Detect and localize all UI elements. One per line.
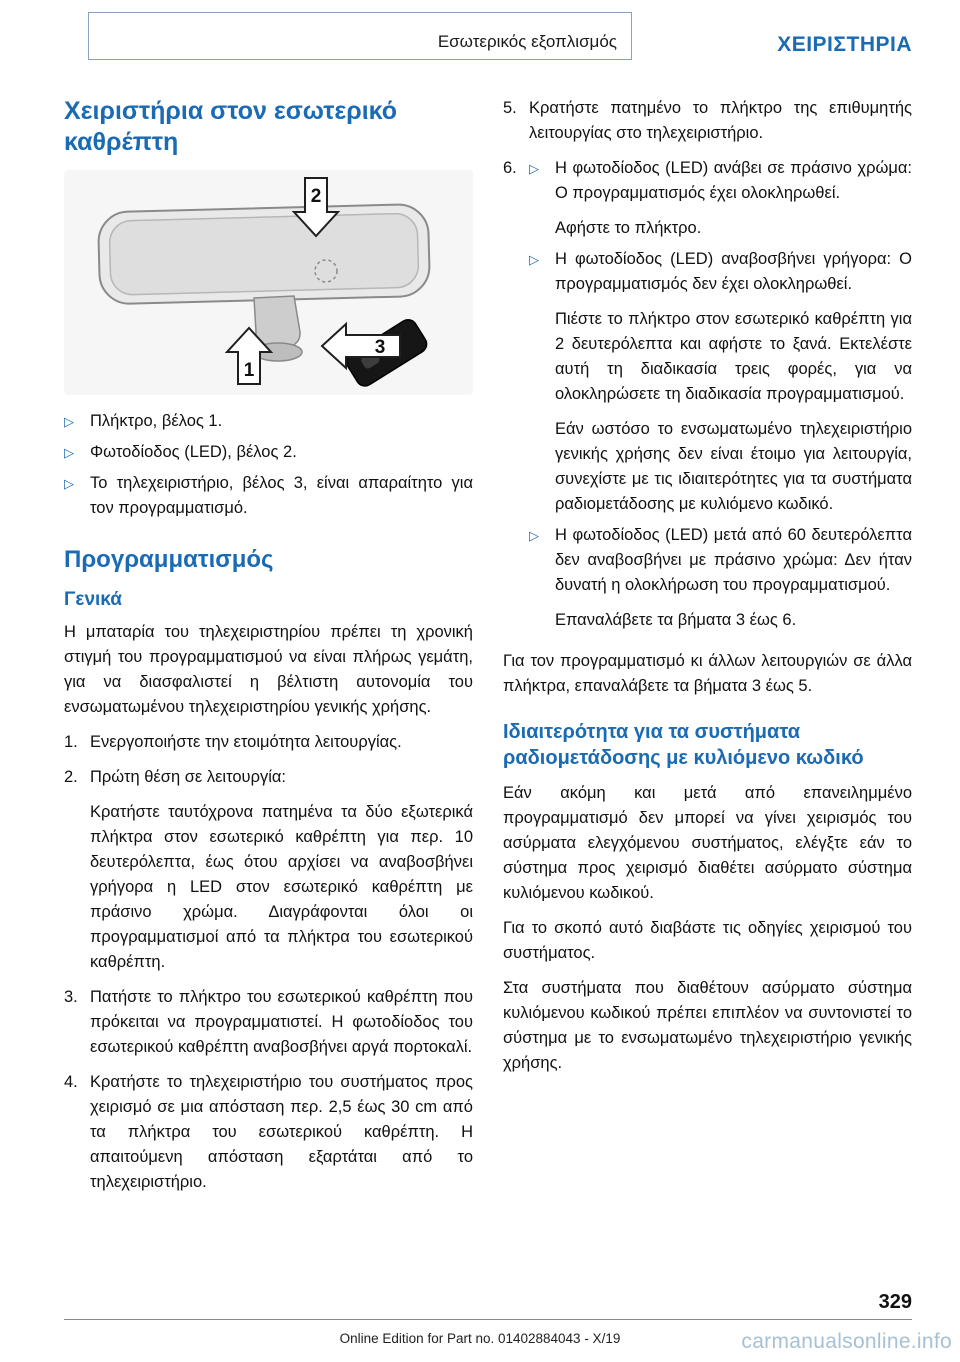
- triangle-bullet-icon: ▷: [529, 252, 539, 267]
- triangle-bullet-icon: ▷: [64, 414, 74, 429]
- paragraph: Εάν ακόμη και μετά από επανειλημμένο προγραμματισμό δεν μπορεί να γίνει χειρισμός του ασύρματα ελεγχόμενου συστήματος, ελέγξτε εάν το σύστημα προς χειρισμό διαθέτει ασύρματο σύστημα κυλιόμενου κωδικού.: [503, 784, 912, 902]
- step-number: 3.: [64, 988, 78, 1006]
- step-number: 2.: [64, 768, 78, 786]
- mirror-illustration: [64, 170, 473, 395]
- result-case-text: Η φωτοδίοδος (LED) αναβοσβήνει γρήγορα: Ο προγραμματισμός δεν έχει ολοκληρωθεί.: [555, 250, 912, 293]
- triangle-bullet-icon: ▷: [529, 528, 539, 543]
- figure-label-3: 3: [374, 337, 386, 358]
- step-paragraph: Πατήστε το πλήκτρο του εσωτερικού καθρέπτη που πρόκειται να προγραμματιστεί. Η φωτοδίοδος του εσωτερικού καθρέπτη αναβοσβήνει αργά πορτοκαλί.: [90, 988, 473, 1056]
- result-case-blinking: [529, 247, 912, 517]
- result-case-text: Η φωτοδίοδος (LED) ανάβει σε πράσινο χρώμα: Ο προγραμματισμός έχει ολοκληρωθεί.: [555, 159, 912, 202]
- triangle-bullet-icon: ▷: [64, 445, 74, 460]
- step-body: [529, 96, 912, 146]
- step-number: 4.: [64, 1073, 78, 1091]
- step-number: 5.: [503, 99, 517, 117]
- step-body: [529, 156, 912, 639]
- step-paragraph: Κρατήστε το τηλεχειριστήριο του συστήματος προς χειρισμό σε μια απόσταση περ. 2,5 έως 30 cm από τα πλήκτρα του εσωτερικού καθρέπτη. Η απαιτούμενη απόσταση εξαρτάται από το τηλεχειριστήριο.: [90, 1073, 473, 1191]
- section-title-programming: Προγραμματισμός: [64, 546, 274, 573]
- intro-paragraph: Η μπαταρία του τηλεχειριστηρίου πρέπει τη χρονική στιγμή του προγραμματισμού να είναι πλήρως γεμάτη, για να διασφαλιστεί η βέλτιστη αυτονομία του ενσωματωμένου τηλεχειριστηρίου γενικής χρήσης.: [64, 623, 473, 716]
- watermark[interactable]: carmanualsonline.info: [741, 1330, 952, 1353]
- page-title: Χειριστήρια στον εσωτερικό καθρέπτη: [64, 97, 398, 156]
- result-case-followup: Αφήστε το πλήκτρο.: [555, 219, 702, 237]
- step-paragraph: Κρατήστε ταυτόχρονα πατημένα τα δύο εξωτερικά πλήκτρα στον εσωτερικό καθρέπτη για περ. 10 δευτερόλεπτα, έως ότου αρχίσει να αναβοσβήνει γρήγορα η LED στον εσωτερικό καθρέπτη με πράσινο χρώμα. Διαγράφονται όλοι οι προγραμματισμοί από τα πλήκτρα του εσωτερικού καθρέπτη.: [90, 803, 473, 971]
- legend-item: [64, 409, 473, 434]
- step-4: [64, 1070, 473, 1195]
- mirror-figure: [64, 170, 473, 395]
- triangle-bullet-icon: ▷: [529, 161, 539, 176]
- mirror-body: [98, 204, 430, 305]
- step-body: [90, 765, 473, 975]
- step-5: [503, 96, 912, 146]
- step-paragraph: Κρατήστε πατημένο το πλήκτρο της επιθυμητής λειτουργίας στο τηλεχειριστήριο.: [529, 99, 912, 142]
- result-case-text: Η φωτοδίοδος (LED) μετά από 60 δευτερόλεπτα δεν αναβοσβήνει με πράσινο χρώμα: Δεν ήταν δυνατή η ολοκλήρωση του προγραμματισμού.: [555, 526, 912, 594]
- step-body: [90, 1070, 473, 1195]
- steps-list: [64, 730, 473, 1195]
- legend-item-text: Πλήκτρο, βέλος 1.: [90, 412, 223, 430]
- result-case-followup: Πιέστε το πλήκτρο στον εσωτερικό καθρέπτη για 2 δευτερόλεπτα και αφήστε το ξανά. Εκτελέστε αυτή τη διαδικασία τρεις φορές, για να ολοκληρώσετε τη διαδικασία προγραμματισμού.: [555, 310, 912, 403]
- legend-item-text: Φωτοδίοδος (LED), βέλος 2.: [90, 443, 297, 461]
- result-case-body: [555, 156, 912, 241]
- steps-list-continued: [503, 96, 912, 639]
- paragraph: Για το σκοπό αυτό διαβάστε τις οδηγίες χειρισμού του συστήματος.: [503, 919, 912, 962]
- right-column: [503, 96, 912, 1205]
- edition-note: Online Edition for Part no. 01402884043 - X/19: [339, 1331, 621, 1346]
- step-body: [90, 730, 473, 755]
- step-6: [503, 156, 912, 639]
- breadcrumb: [88, 12, 632, 60]
- result-case-green: [529, 156, 912, 241]
- result-case-followup: Εάν ωστόσο το ενσωματωμένο τηλεχειριστήριο γενικής χρήσης δεν είναι έτοιμο για λειτουργία, συνεχίστε με τις ιδιαιτερότητες για τα συστήματα ραδιομετάδοσης με κυλιόμενο κωδικό.: [555, 420, 912, 513]
- figure-label-2: 2: [310, 186, 322, 207]
- page-number: 329: [878, 1291, 912, 1313]
- page-header: [0, 0, 960, 60]
- closing-paragraph: Για τον προγραμματισμό κι άλλων λειτουργιών σε άλλα πλήκτρα, επαναλάβετε τα βήματα 3 έως 5.: [503, 652, 912, 695]
- left-column: [64, 96, 473, 1205]
- subsection-title-general: Γενικά: [64, 589, 122, 610]
- section-title-rolling-code: Ιδιαιτερότητα για τα συστήματα ραδιομετάδοσης με κυλιόμενο κωδικό: [503, 721, 864, 769]
- result-case-body: [555, 247, 912, 517]
- legend-list: [64, 409, 473, 521]
- chapter-title: ΧΕΙΡΙΣΤΗΡΙΑ: [777, 33, 912, 56]
- legend-item: [64, 440, 473, 465]
- step-body: [90, 985, 473, 1060]
- step-number: 1.: [64, 733, 78, 751]
- legend-item: [64, 471, 473, 521]
- breadcrumb-label: Εσωτερικός εξοπλισμός: [437, 32, 617, 51]
- legend-item-text: Το τηλεχειριστήριο, βέλος 3, είναι απαραίτητο για τον προγραμματισμό.: [90, 474, 473, 517]
- step-3: [64, 985, 473, 1060]
- triangle-bullet-icon: ▷: [64, 476, 74, 491]
- paragraph: Στα συστήματα που διαθέτουν ασύρματο σύστημα κυλιόμενου κωδικού πρέπει επιπλέον να συντονιστεί το σύστημα με το ενσωματωμένο τηλεχειριστήριο γενικής χρήσης.: [503, 979, 912, 1072]
- step-paragraph: Πρώτη θέση σε λειτουργία:: [90, 768, 287, 786]
- figure-label-1: 1: [243, 360, 255, 381]
- step-1: [64, 730, 473, 755]
- step-number: 6.: [503, 159, 517, 177]
- footer-divider: [64, 1319, 912, 1320]
- step-paragraph: Ενεργοποιήστε την ετοιμότητα λειτουργίας.: [90, 733, 402, 751]
- result-case-body: [555, 523, 912, 633]
- content-columns: [0, 60, 960, 1205]
- step-2: [64, 765, 473, 975]
- result-case-timeout: [529, 523, 912, 633]
- result-case-followup: Επαναλάβετε τα βήματα 3 έως 6.: [555, 611, 797, 629]
